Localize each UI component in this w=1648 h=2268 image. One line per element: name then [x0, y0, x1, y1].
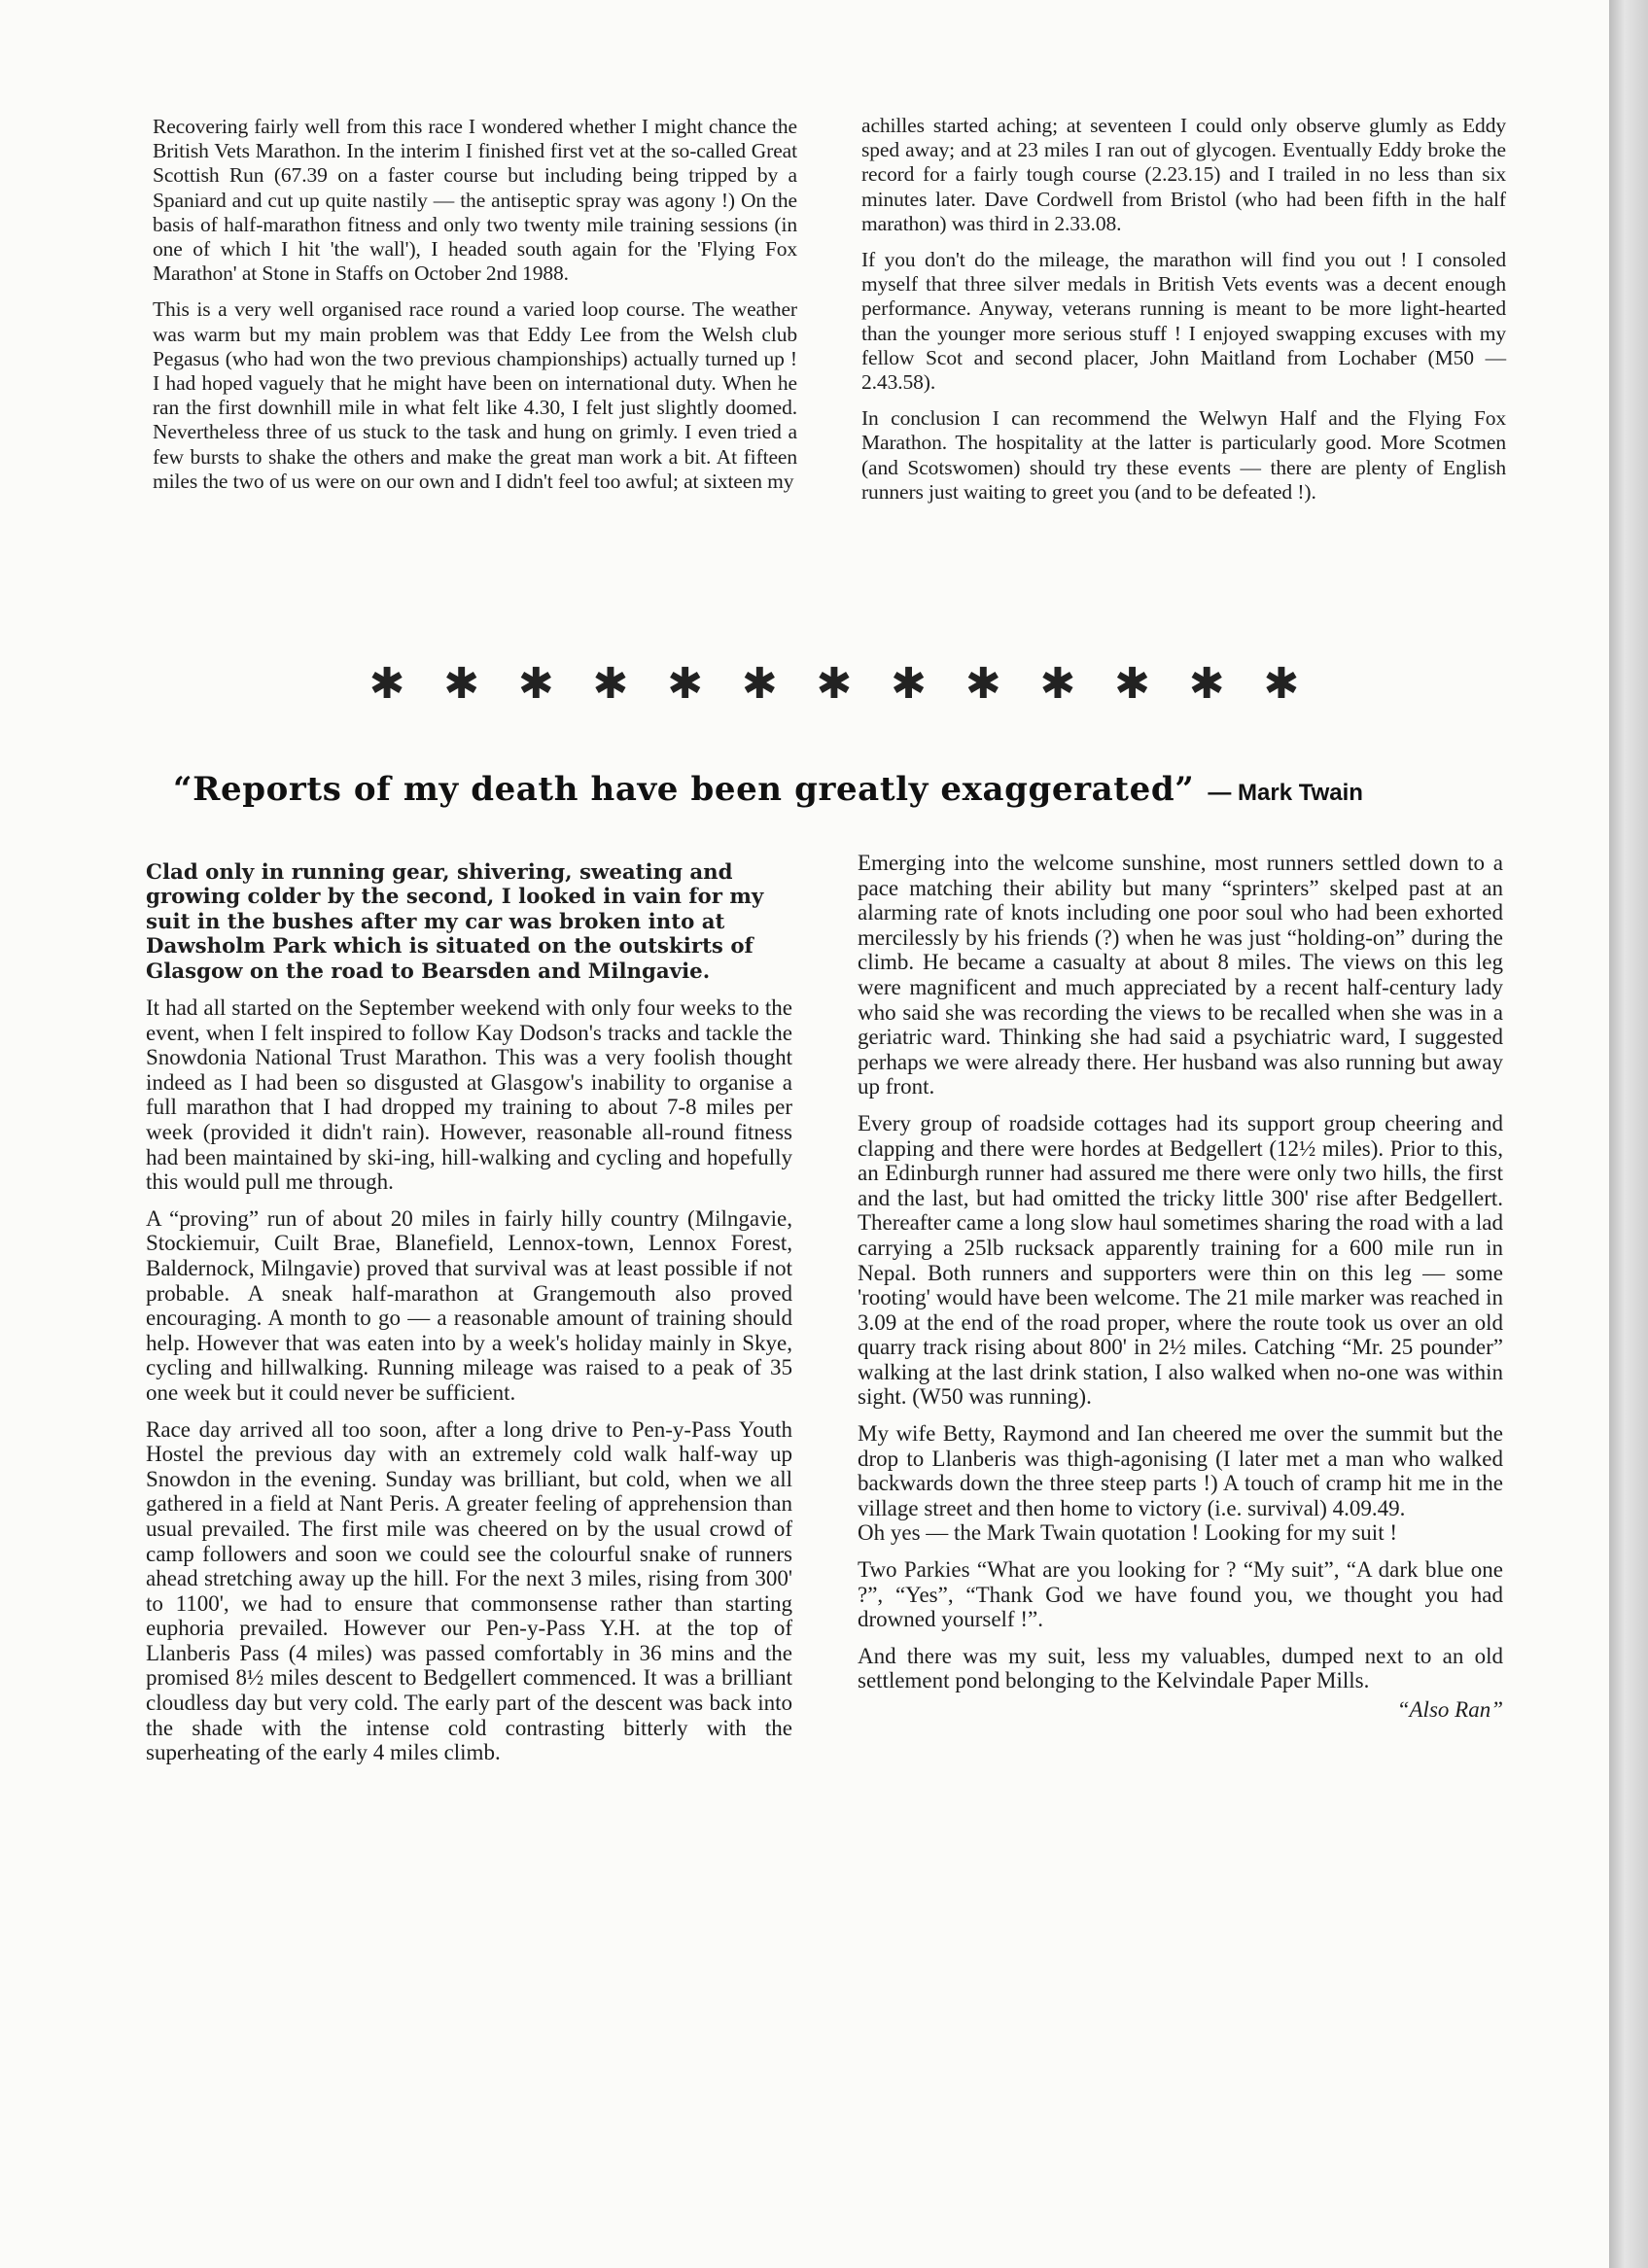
article-headline [173, 770, 1534, 809]
article-paragraph: It had all started on the September weekend with only four weeks to the event, when I felt inspired to follow Kay Dodson's tracks and tackle the Snowdonia National Trust Marathon. This was a very foolish thought indeed as I had been so disgusted at Glasgow's inability to organise a full marathon that I had dropped my training to about 7-8 miles per week (provided it didn't rain). However, reasonable all-round fitness had been maintained by ski-ing, hill-walking and cycling and hopefully this would pull me through. [146, 995, 792, 1195]
asterisk-icon: ✱ [964, 660, 1001, 708]
asterisk-icon: ✱ [741, 660, 778, 708]
top-article-paragraph: In conclusion I can recommend the Welwyn Half and the Flying Fox Marathon. The hospitality at the latter is particularly good. More Scotmen (and Scotswomen) should try these events — there are plenty of English runners just waiting to greet you (and to be defeated !). [861, 406, 1506, 504]
asterisk-icon: ✱ [1039, 660, 1076, 708]
author-signature: “Also Ran” [1396, 1697, 1503, 1722]
article-paragraph: Emerging into the welcome sunshine, most runners settled down to a pace matching their ability but many “sprinters” skelped past at an alarming rate of knots including one poor soul who had been exhorted mercilessly by his friends (?) when he was just “holding-on” during the climb. He became a casualty at about 8 miles. The views on this leg were magnificent and much appreciated by a recent half-century lady who said she was recording the views to be recalled when she was in a geriatric ward. Thinking she had said a psychiatric ward, I suggested perhaps we were already there. Her husband was also running but away up front. [858, 851, 1503, 1099]
asterisk-icon: ✱ [592, 660, 629, 708]
asterisk-icon: ✱ [816, 660, 853, 708]
asterisk-icon: ✱ [443, 660, 480, 708]
top-article-left-column [153, 115, 797, 506]
page-edge [1609, 0, 1648, 2268]
article-paragraph: Two Parkies “What are you looking for ? “My suit”, “A dark blue one ?”, “Yes”, “Thank God we have found you, we thought you had drowned yourself !”. [858, 1557, 1503, 1632]
asterisk-icon: ✱ [1114, 660, 1150, 708]
headline-attribution: — Mark Twain [1208, 780, 1363, 806]
article-paragraph: A “proving” run of about 20 miles in fairly hilly country (Milngavie, Stockiemuir, Cuilt Brae, Blanefield, Lennox-town, Lennox Forest, Baldernock, Milngavie) proved that survival was at least possible if not probable. A sneak half-marathon at Grangemouth also proved encouraging. A month to go — a reasonable amount of training should help. However that was eaten into by a week's holiday mainly in Skye, cycling and hillwalking. Running mileage was raised to a peak of 35 one week but it could never be sufficient. [146, 1205, 792, 1405]
top-article-paragraph: Recovering fairly well from this race I wondered whether I might chance the British Vets Marathon. In the interim I finished first vet at the so-called Great Scottish Run (67.39 on a faster course but including being tripped by a Spaniard and cut up quite nastily — the antiseptic spray was agony !) On the basis of half-marathon fitness and only two twenty mile training sessions (in one of which I hit 'the wall'), I headed south again for the 'Flying Fox Marathon' at Stone in Staffs on October 2nd 1988. [153, 115, 797, 286]
article-paragraph: And there was my suit, less my valuables, dumped next to an old settlement pond belonging to the Kelvindale Paper Mills. [858, 1643, 1503, 1693]
article-paragraph: My wife Betty, Raymond and Ian cheered me over the summit but the drop to Llanberis was thigh-agonising (I later met a man who walked backwards down the three steep parts !) A touch of cramp hit me in the village street and then home to victory (i.e. survival) 4.09.49. [858, 1421, 1503, 1520]
asterisk-icon: ✱ [891, 660, 928, 708]
article-paragraph: Every group of roadside cottages had its support group cheering and clapping and there were hordes at Bedgellert (12½ miles). Prior to this, an Edinburgh runner had assured me there were only two hills, the first and the last, but had omitted the tricky little 300' rise after Bedgellert. Thereafter came a long slow haul sometimes sharing the road with a lad carrying a 25lb rucksack apparently training for a 600 mile run in Nepal. Both runners and supporters were thin on this leg — some 'rooting' would have been welcome. The 21 mile marker was reached in 3.09 at the end of the road proper, where the route took us over an old quarry track rising about 800' in 2½ miles. Catching “Mr. 25 pounder” walking at the last drink station, I also walked when no-one was within sight. (W50 was running). [858, 1110, 1503, 1410]
asterisk-icon: ✱ [667, 660, 704, 708]
top-article-paragraph: achilles started aching; at seventeen I could only observe glumly as Eddy sped away; and at 23 miles I ran out of glycogen. Eventually Eddy broke the record for a fairly tough course (2.23.15) and I trailed in no less than six minutes later. Dave Cordwell from Bristol (who had been fifth in the half marathon) was third in 2.33.08. [861, 114, 1506, 235]
top-article-right-column [861, 114, 1506, 516]
article-paragraph: Oh yes — the Mark Twain quotation ! Looking for my suit ! [858, 1520, 1397, 1546]
headline-quote: “Reports of my death have been greatly exaggerated” [173, 770, 1195, 809]
article-lead-paragraph: Clad only in running gear, shivering, sweating and growing colder by the second, I looked in vain for my suit in the bushes after my car was broken into at Dawsholm Park which is situated on the outskirts of Glasgow on the road to Bearsden and Milngavie. [146, 860, 764, 984]
article-paragraph: Race day arrived all too soon, after a long drive to Pen-y-Pass Youth Hostel the previous day with an extremely cold walk half-way up Snowdon in the evening. Sunday was brilliant, but cold, when we all gathered in a field at Nant Peris. A greater feeling of apprehension than usual prevailed. The first mile was cheered on by the usual crowd of camp followers and soon we could see the colourful snake of runners ahead stretching away up the hill. For the next 3 miles, rising from 300' to 1100', we had to ensure that commonsense rather than starting euphoria prevailed. However our Pen-y-Pass Y.H. at the top of Llanberis Pass (4 miles) was passed comfortably in 36 mins and the promised 8½ miles descent to Bedgellert commenced. It was a brilliant cloudless day but very cold. The early part of the descent was back into the shade with the intense cold contrasting bitterly with the superheating of the early 4 miles climb. [146, 1416, 792, 1765]
asterisk-icon: ✱ [1188, 660, 1225, 708]
main-article-right-column [858, 851, 1503, 1723]
main-article-left-column [146, 860, 792, 1777]
asterisk-icon: ✱ [368, 660, 405, 708]
asterisk-icon: ✱ [1263, 660, 1300, 708]
top-article-paragraph: This is a very well organised race round a varied loop course. The weather was warm but my main problem was that Eddy Lee from the Welsh club Pegasus (who had won the two previous championships) actually turned up ! I had hoped vaguely that he might have been on international duty. When he ran the first downhill mile in what felt like 4.30, I felt just slightly doomed. Nevertheless three of us stuck to the task and hung on grimly. I even tried a few bursts to shake the others and make the great man work a bit. At fifteen miles the two of us were on our own and I didn't feel too awful; at sixteen my [153, 297, 797, 493]
asterisk-icon: ✱ [517, 660, 554, 708]
top-article-paragraph: If you don't do the mileage, the marathon will find you out ! I consoled myself that three silver medals in British Vets events was a decent enough performance. Anyway, veterans running is meant to be more light-hearted than the younger more serious stuff ! I enjoyed swapping excuses with my fellow Scot and second placer, John Maitland from Lochaber (M50 — 2.43.58). [861, 248, 1506, 395]
star-divider [368, 660, 1301, 708]
